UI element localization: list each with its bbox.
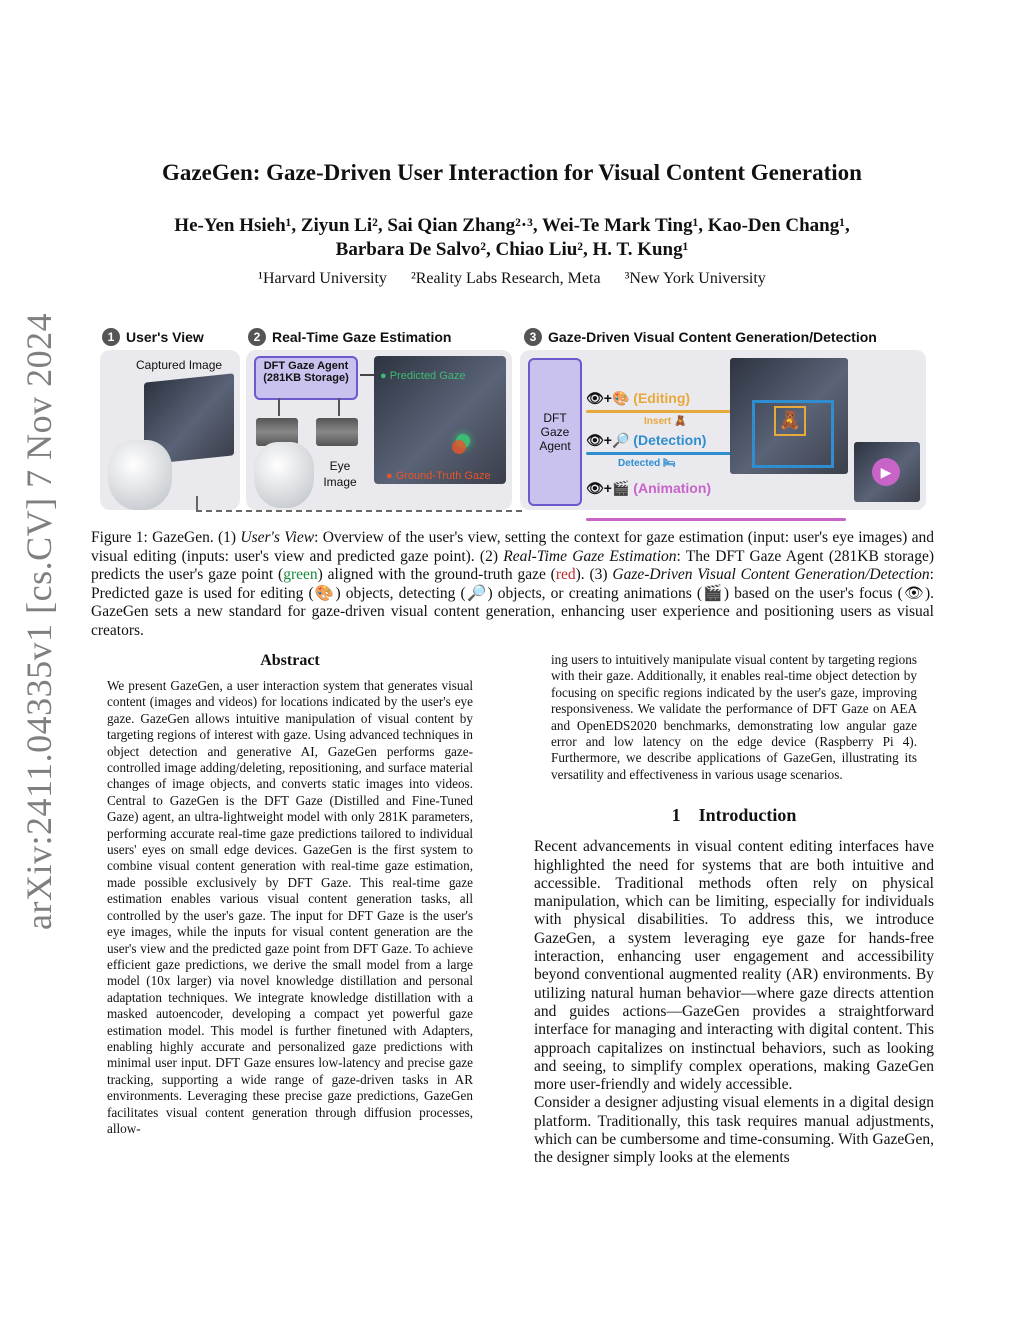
introduction-paragraph-2: Consider a designer adjusting visual elements in a digital design platform. Traditionally, this task requires manual adjustments, which can be cumbersome and time-consuming. With GazeGen, the designer simply looks at the elements bbox=[534, 1094, 934, 1167]
section-2-title: Real-Time Gaze Estimation bbox=[272, 329, 452, 345]
agent-storage: (281KB Storage) bbox=[263, 372, 349, 384]
caption-italic-1: User's View bbox=[240, 529, 315, 546]
agent-line-3: Agent bbox=[539, 439, 571, 453]
authors-line-2: Barbara De Salvo², Chiao Liu², H. T. Kung¹ bbox=[335, 239, 689, 260]
caption-red: red bbox=[555, 566, 576, 584]
eye-image-right bbox=[316, 418, 358, 446]
section-2-header bbox=[248, 328, 451, 346]
abstract-text-right: ing users to intuitively manipulate visual content by targeting regions with their gaze. Additionally, it enables real-time object detection by focusing on specific regions indicated by the user's gaze, improving responsiveness. We validate the performance of DFT Gaze on AEA and OpenEDS2020 benchmarks, demonstrating low angular gaze error and low latency on the edge device (Raspberry Pi 4). Furthermore, we describe applications of GazeGen, illustrating its versatility and effectiveness in various usage scenarios. bbox=[551, 652, 917, 782]
paper-title: GazeGen: Gaze-Driven User Interaction for Visual Content Generation bbox=[162, 160, 862, 185]
affiliations bbox=[0, 270, 1024, 288]
clapper-icon: 🎬 bbox=[611, 480, 630, 496]
left-column bbox=[107, 652, 473, 1137]
caption-part-2: : Overview of the user's view, setting the context for gaze estimation (input: user's eye images) and visual editing (inputs: user's view and predicted gaze point). (2) bbox=[91, 529, 934, 565]
caption-part-1: Figure 1: GazeGen. (1) bbox=[91, 529, 241, 546]
caption-part-4: ) aligned with the ground-truth gaze ( bbox=[317, 566, 556, 584]
section-2-number: 2 bbox=[248, 328, 266, 346]
ground-truth-gaze-text: Ground-Truth Gaze bbox=[395, 470, 491, 482]
section-1-number: 1 bbox=[102, 328, 120, 346]
eye-icon: 👁 bbox=[586, 432, 604, 448]
animation-label: (Animation) bbox=[633, 480, 712, 496]
authors bbox=[0, 214, 1024, 262]
dft-gaze-agent-vertical bbox=[528, 358, 582, 506]
caption-italic-3: Gaze-Driven Visual Content Generation/Detection bbox=[612, 566, 930, 584]
eye-icon: 👁 bbox=[586, 480, 604, 496]
caption-part-6: : Predicted gaze is used for editing (🎨) objects, detecting (🔎) objects, or creating animations (🎬) based on the user's focus (👁). GazeGen sets a new standard for gaze-driven visual content generation, enhancing user experience and positioning users as visual creators. bbox=[91, 566, 934, 639]
right-column bbox=[534, 652, 934, 1168]
user-head-model bbox=[108, 440, 172, 510]
abstract-heading: Abstract bbox=[260, 652, 320, 669]
detected-label: Detected 🛏 bbox=[618, 458, 676, 469]
eye-arrow-right bbox=[338, 398, 340, 416]
affiliation-meta: ²Reality Labs Research, Meta bbox=[410, 270, 601, 287]
predicted-gaze-label: ● Predicted Gaze bbox=[380, 370, 466, 382]
animation-row: 👁+🎬 (Animation) bbox=[586, 480, 712, 496]
play-icon: ▶ bbox=[872, 458, 900, 486]
section-3-number: 3 bbox=[524, 328, 542, 346]
introduction-paragraph-1: Recent advancements in visual content editing interfaces have highlighted the need for systems that are both intuitive and accessible. Traditional methods often rely on physical manipulation, which can be limiting, especially for individuals with physical disabilities. To address this, we introduce GazeGen, a system leveraging eye gaze for hands-free interaction, enhancing user engagement and accessibility beyond conventional augmented reality (AR) environments. By utilizing natural human behavior—where gaze directs attention and guides actions—GazeGen provides a straightforward interface for managing and interacting with digital content. This approach capitalizes on instinctual behaviors, such as looking and seeing, to simplify complex operations, making GazeGen more user-friendly and widely accessible. bbox=[534, 838, 934, 1094]
section-3-title: Gaze-Driven Visual Content Generation/Detection bbox=[548, 329, 877, 345]
affiliation-nyu: ³New York University bbox=[624, 270, 766, 287]
introduction-heading: 1 Introduction bbox=[671, 805, 797, 826]
affiliation-harvard: ¹Harvard University bbox=[258, 270, 387, 287]
authors-line-1: He-Yen Hsieh¹, Ziyun Li², Sai Qian Zhang²·³, Wei-Te Mark Ting¹, Kao-Den Chang¹, bbox=[174, 215, 850, 236]
panel-content-generation bbox=[520, 350, 926, 510]
figure-1 bbox=[100, 326, 930, 516]
eye-image-label bbox=[322, 458, 358, 490]
connector-left bbox=[196, 496, 198, 510]
eye-label: Eye bbox=[329, 459, 351, 473]
editing-row: 👁+🎨 (Editing) bbox=[586, 390, 691, 406]
caption-part-3: : The DFT Gaze Agent (281KB storage) predicts the user's gaze point ( bbox=[91, 547, 934, 584]
agent-line-1: DFT bbox=[543, 411, 567, 425]
agent-line-2: Gaze bbox=[540, 425, 570, 439]
agent-name: DFT Gaze Agent bbox=[263, 360, 349, 372]
ground-truth-gaze-point bbox=[452, 440, 466, 454]
agent-output-arrow bbox=[360, 374, 374, 376]
editing-label: (Editing) bbox=[633, 390, 691, 406]
caption-italic-2: Real-Time Gaze Estimation bbox=[503, 547, 677, 565]
section-3-header bbox=[524, 328, 877, 346]
panel-users-view bbox=[100, 350, 240, 510]
magnifier-icon: 🔎 bbox=[611, 432, 630, 448]
caption-green: green bbox=[283, 566, 318, 584]
caption-part-5: ). (3) bbox=[575, 566, 613, 584]
eye-arrow-left bbox=[278, 398, 280, 416]
abstract-text-left: We present GazeGen, a user interaction system that generates visual content (images and videos) for locations indicated by the user's eye gaze. GazeGen allows intuitive manipulation of visual content by targeting regions of interest with gaze. Using advanced techniques in object detection and generative AI, GazeGen performs gaze-controlled image adding/deleting, repositioning, and surface material changes of image objects, and converts static images into videos. Central to GazeGen is the DFT Gaze (Distilled and Fine-Tuned Gaze) agent, an ultra-lightweight model with only 281K parameters, performing accurate real-time gaze predictions tailored to individual users' eyes on small edge devices. GazeGen is the first system to combine visual content generation with real-time gaze estimation, made possible exclusively by DFT Gaze. This real-time gaze estimation enables various visual content generation tasks, all controlled by the user's gaze. The input for DFT Gaze is the user's eye images, while the inputs for visual content generation are the user's view and the predicted gaze point from DFT Gaze. To achieve efficient gaze predictions, we derive the small model from a large model (10x larger) via novel knowledge distillation and personal adaptation techniques. We integrate knowledge distillation with a masked autoencoder, developing a compact yet powerful gaze estimation model. This model is further finetuned with Adapters, enabling highly accurate and personalized gaze predictions with minimal user input. DFT Gaze ensures low-latency and precise gaze tracking, supporting a wide range of gaze-driven tasks in AR environments. Leveraging these precise gaze predictions, GazeGen facilitates visual content generation through diffusion processes, allow- bbox=[107, 678, 473, 1136]
captured-image-label: Captured Image bbox=[136, 358, 223, 372]
dft-gaze-agent-box bbox=[254, 356, 358, 400]
detection-label: (Detection) bbox=[633, 432, 707, 448]
teddy-bear-icon: 🧸 bbox=[774, 406, 806, 436]
panel-gaze-estimation bbox=[246, 350, 512, 510]
predicted-gaze-text: Predicted Gaze bbox=[389, 370, 466, 382]
detection-row: 👁+🔎 (Detection) bbox=[586, 432, 707, 448]
section-1-title: User's View bbox=[126, 329, 204, 345]
figure-caption bbox=[91, 529, 934, 641]
eye-icon: 👁 bbox=[586, 390, 604, 406]
user-head-eye bbox=[254, 442, 314, 508]
image-label: Image bbox=[323, 475, 357, 489]
section-1-header bbox=[102, 328, 204, 346]
animation-arrow bbox=[586, 518, 846, 521]
palette-icon: 🎨 bbox=[611, 390, 630, 406]
connector-bottom bbox=[196, 510, 522, 512]
arxiv-sidebar: arXiv:2411.04335v1 [cs.CV] 7 Nov 2024 bbox=[19, 312, 59, 930]
ground-truth-gaze-label: ● Ground-Truth Gaze bbox=[386, 470, 491, 482]
insert-label: Insert 🧸 bbox=[644, 416, 687, 427]
